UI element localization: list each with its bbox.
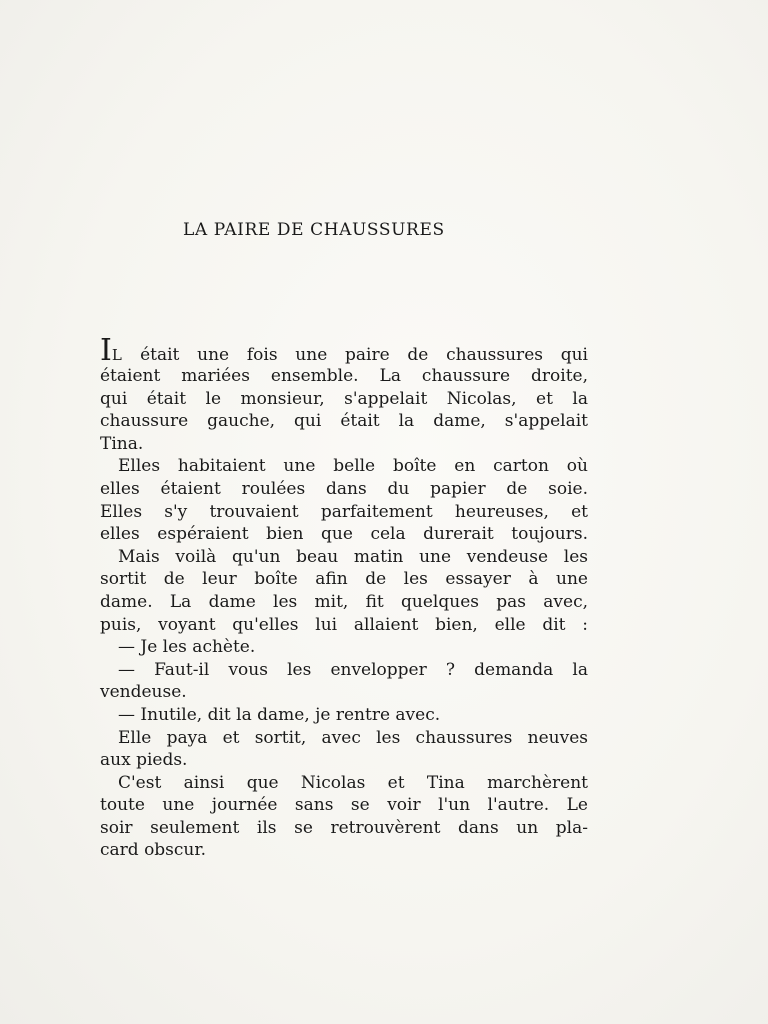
text-line: puis, voyant qu'elles lui allaient bien, elle dit : bbox=[100, 614, 588, 635]
story-text bbox=[100, 333, 588, 862]
text-line: Mais voilà qu'un beau matin une vendeuse les bbox=[118, 546, 588, 567]
text-line: Elles s'y trouvaient parfaitement heureuses, et bbox=[100, 501, 588, 522]
text-line: Elles habitaient une belle boîte en carton où bbox=[118, 456, 588, 477]
small-cap: L bbox=[111, 346, 123, 364]
text-line: — Je les achète. bbox=[118, 637, 256, 658]
text-line: chaussure gauche, qui était la dame, s'appelait bbox=[100, 411, 588, 432]
text-line: C'est ainsi que Nicolas et Tina marchèrent bbox=[118, 772, 588, 793]
chapter-title: LA PAIRE DE CHAUSSURES bbox=[183, 220, 445, 240]
text-line: Tina. bbox=[100, 433, 144, 454]
text-line: Elle paya et sortit, avec les chaussures neuves bbox=[118, 727, 588, 748]
text-line: aux pieds. bbox=[100, 750, 188, 771]
text-line: sortit de leur boîte afin de les essayer à une bbox=[100, 569, 588, 590]
text-line: — Faut-il vous les envelopper ? demanda la bbox=[118, 659, 588, 680]
text-line: vendeuse. bbox=[100, 682, 187, 703]
text-line: — Inutile, dit la dame, je rentre avec. bbox=[118, 704, 441, 725]
text-line: qui était le monsieur, s'appelait Nicolas, et la bbox=[100, 388, 588, 409]
text-line bbox=[100, 333, 588, 368]
text-line: toute une journée sans se voir l'un l'autre. Le bbox=[100, 795, 588, 816]
text-line: elles espéraient bien que cela durerait toujours. bbox=[100, 524, 588, 545]
text-line: elles étaient roulées dans du papier de soie. bbox=[100, 478, 588, 499]
text-line: card obscur. bbox=[100, 840, 207, 861]
text-line: dame. La dame les mit, fit quelques pas avec, bbox=[100, 591, 588, 612]
line-text: était une fois une paire de chaussures qui bbox=[140, 345, 588, 365]
text-line: soir seulement ils se retrouvèrent dans un pla- bbox=[100, 817, 588, 838]
text-line: étaient mariées ensemble. La chaussure droite, bbox=[100, 366, 588, 386]
drop-cap: I bbox=[100, 333, 112, 368]
